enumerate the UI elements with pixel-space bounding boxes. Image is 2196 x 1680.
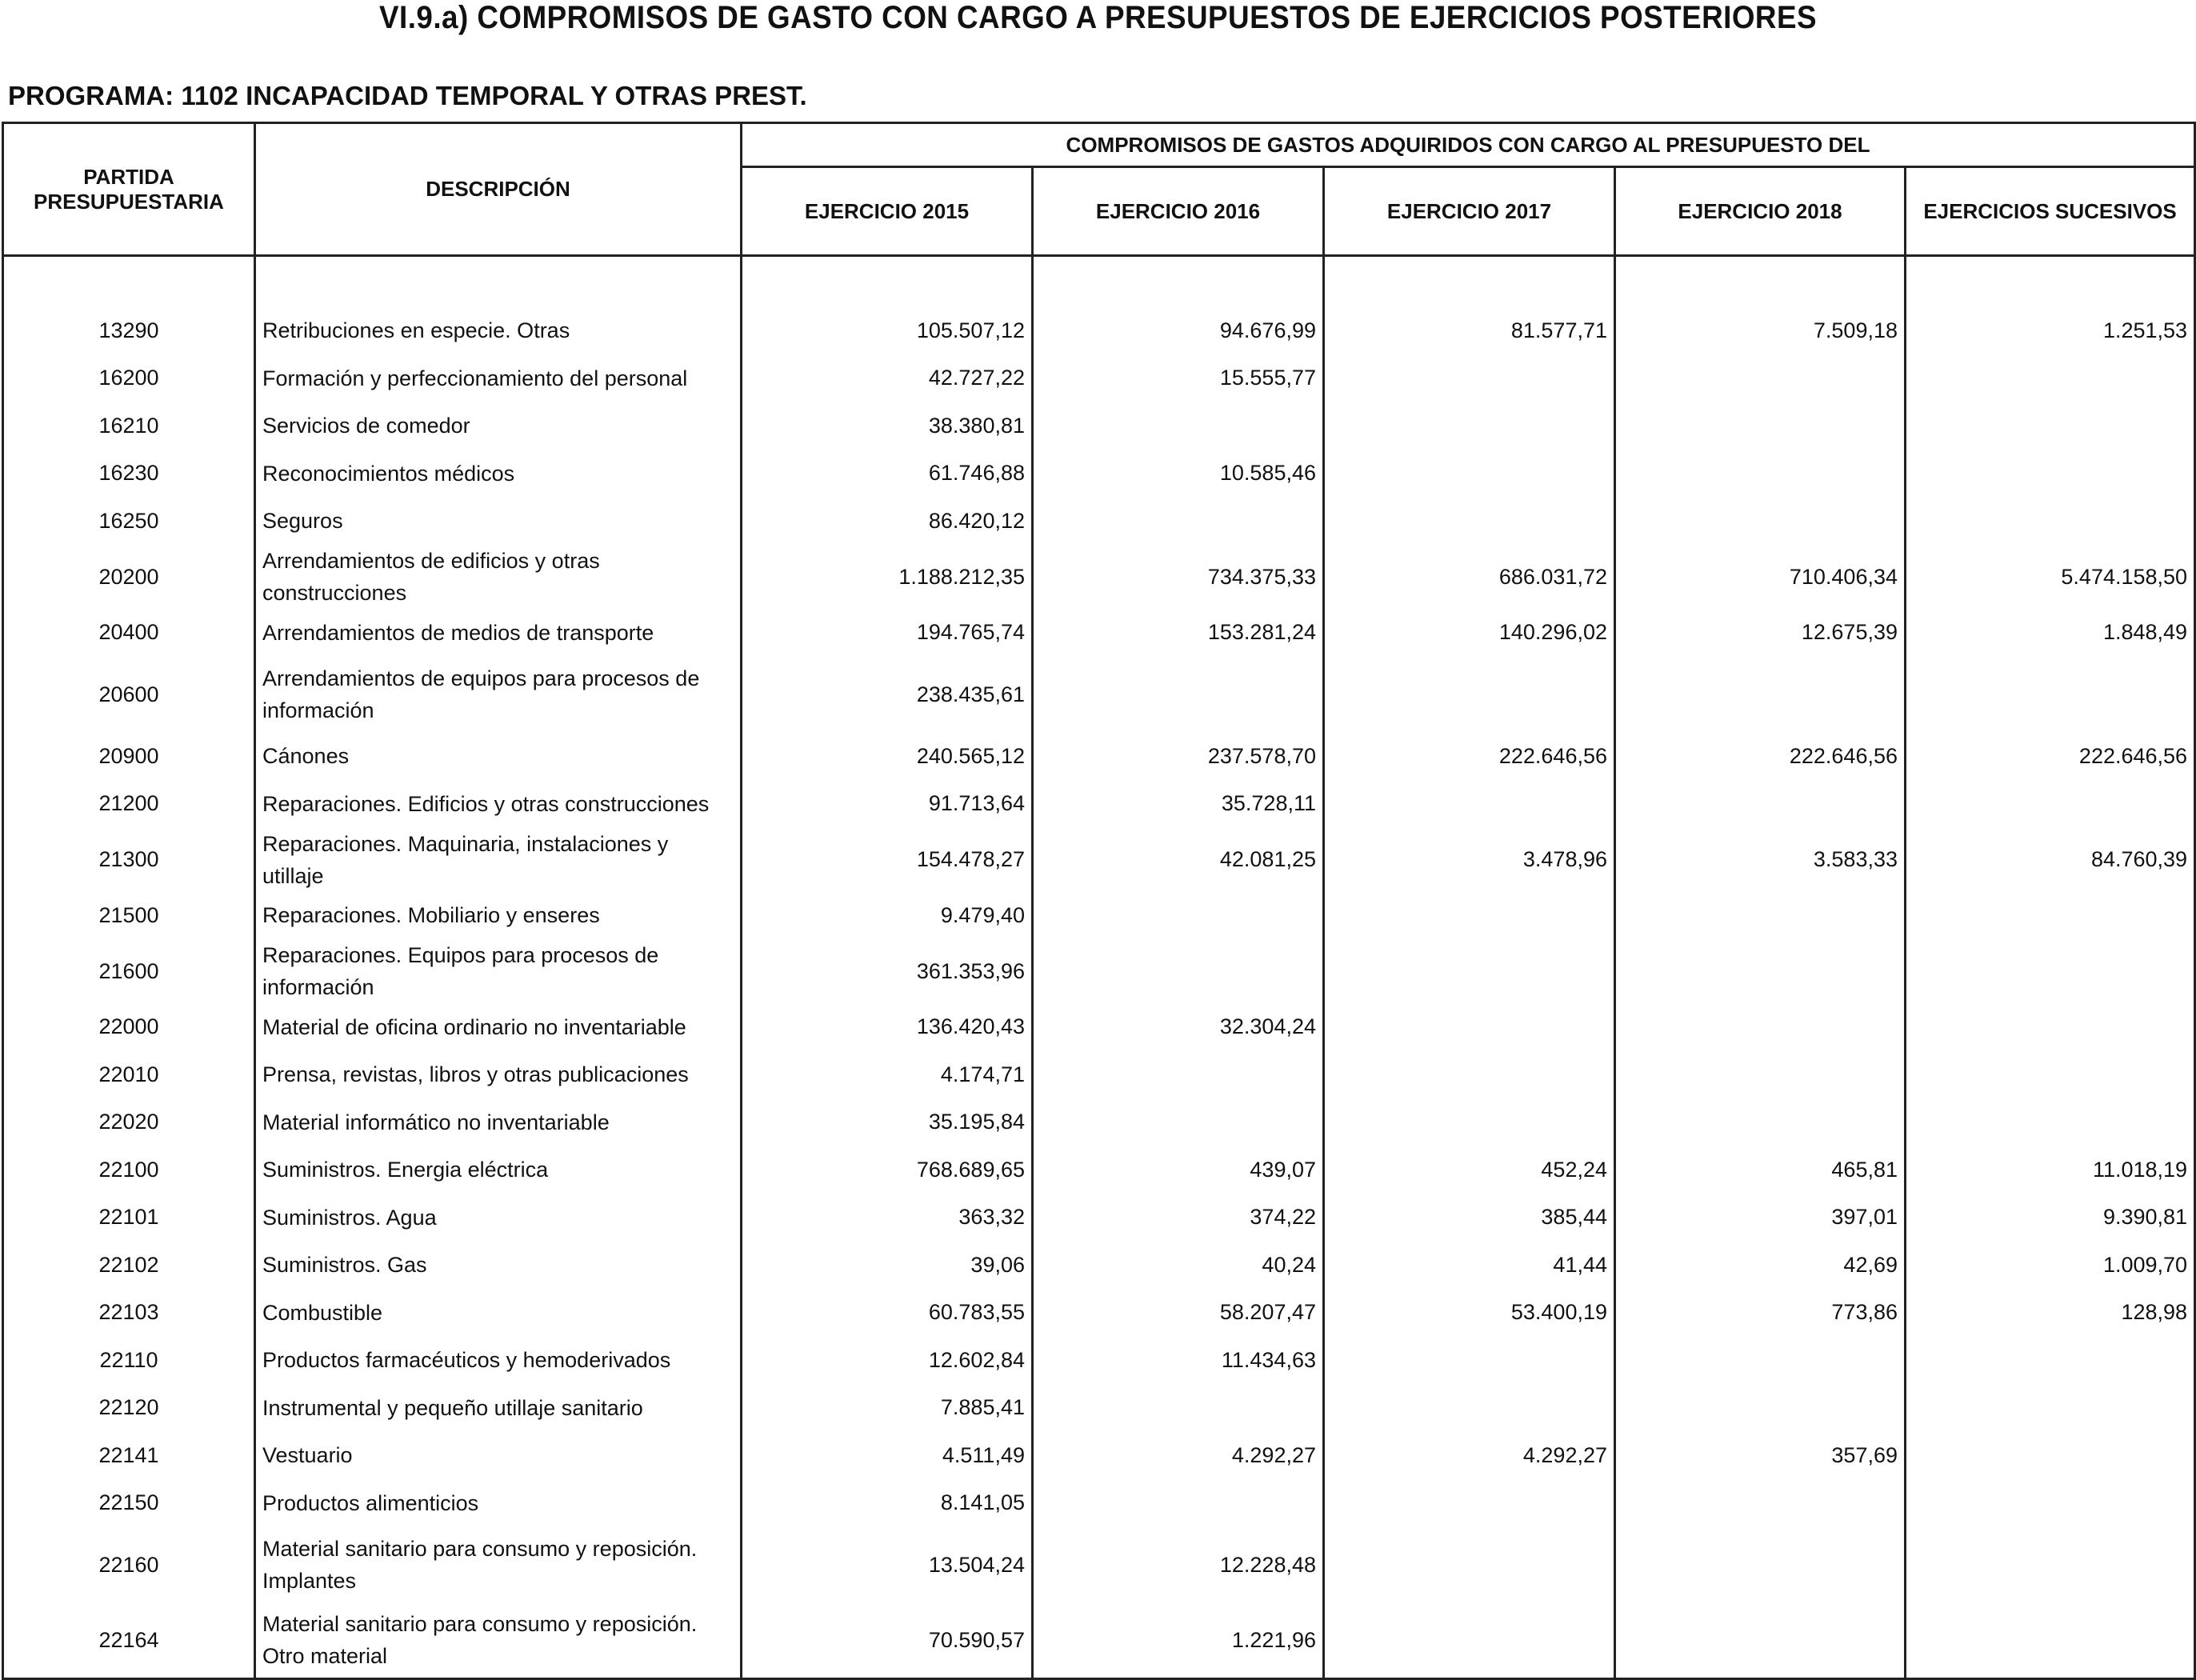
ejercicio-2016-cell: 58.207,47 xyxy=(1033,1289,1324,1337)
ejercicio-2015-cell: 39,06 xyxy=(742,1242,1033,1290)
table-row xyxy=(3,828,2195,892)
partida-code: 16210 xyxy=(3,402,255,450)
ejercicio-2015-cell: 1.188.212,35 xyxy=(742,545,1033,609)
descripcion-cell: Formación y perfeccionamiento del personal xyxy=(255,354,742,402)
ejercicio-2015-cell: 194.765,74 xyxy=(742,609,1033,657)
ejercicio-2015-cell: 154.478,27 xyxy=(742,828,1033,892)
ejercicio-2015-cell: 38.380,81 xyxy=(742,402,1033,450)
partida-code: 22160 xyxy=(3,1527,255,1603)
ejercicio-2017-cell xyxy=(1324,498,1615,546)
ejercicios-sucesivos-cell: 1.251,53 xyxy=(1906,307,2195,355)
ejercicios-sucesivos-cell xyxy=(1906,1003,2195,1051)
ejercicios-sucesivos-cell xyxy=(1906,402,2195,450)
ejercicio-2017-cell: 222.646,56 xyxy=(1324,733,1615,781)
ejercicio-2017-cell: 53.400,19 xyxy=(1324,1289,1615,1337)
ejercicio-2016-cell: 94.676,99 xyxy=(1033,307,1324,355)
partida-code: 22101 xyxy=(3,1194,255,1242)
ejercicios-sucesivos-cell xyxy=(1906,1603,2195,1679)
ejercicios-sucesivos-cell xyxy=(1906,780,2195,828)
ejercicio-2018-cell xyxy=(1615,498,1906,546)
ejercicio-2018-cell xyxy=(1615,1603,1906,1679)
ejercicio-2015-cell: 9.479,40 xyxy=(742,892,1033,940)
ejercicio-2017-cell xyxy=(1324,1479,1615,1527)
partida-code: 21600 xyxy=(3,939,255,1003)
ejercicio-2017-cell: 4.292,27 xyxy=(1324,1432,1615,1480)
ejercicio-2017-cell xyxy=(1324,657,1615,733)
ejercicio-2016-cell: 12.228,48 xyxy=(1033,1527,1324,1603)
header-ejercicio-2017: EJERCICIO 2017 xyxy=(1324,167,1615,256)
ejercicio-2017-cell xyxy=(1324,1051,1615,1099)
header-group: COMPROMISOS DE GASTOS ADQUIRIDOS CON CARGO AL PRESUPUESTO DEL xyxy=(742,123,2195,167)
ejercicios-sucesivos-cell xyxy=(1906,1337,2195,1385)
ejercicio-2018-cell xyxy=(1615,657,1906,733)
descripcion-cell: Suministros. Gas xyxy=(255,1242,742,1290)
partida-code: 13290 xyxy=(3,307,255,355)
ejercicio-2016-cell: 374,22 xyxy=(1033,1194,1324,1242)
table-row xyxy=(3,307,2195,355)
ejercicio-2015-cell: 70.590,57 xyxy=(742,1603,1033,1679)
ejercicio-2015-cell: 363,32 xyxy=(742,1194,1033,1242)
descripcion-cell: Servicios de comedor xyxy=(255,402,742,450)
ejercicio-2016-cell: 40,24 xyxy=(1033,1242,1324,1290)
descripcion-cell: Combustible xyxy=(255,1289,742,1337)
ejercicios-sucesivos-cell xyxy=(1906,498,2195,546)
table-row xyxy=(3,1479,2195,1527)
table-row xyxy=(3,545,2195,609)
ejercicio-2017-cell: 3.478,96 xyxy=(1324,828,1615,892)
ejercicio-2018-cell: 710.406,34 xyxy=(1615,545,1906,609)
ejercicios-sucesivos-cell: 5.474.158,50 xyxy=(1906,545,2195,609)
ejercicio-2015-cell: 136.420,43 xyxy=(742,1003,1033,1051)
ejercicio-2018-cell: 42,69 xyxy=(1615,1242,1906,1290)
ejercicio-2018-cell: 465,81 xyxy=(1615,1146,1906,1194)
partida-code: 22164 xyxy=(3,1603,255,1679)
ejercicio-2017-cell: 41,44 xyxy=(1324,1242,1615,1290)
ejercicio-2015-cell: 7.885,41 xyxy=(742,1384,1033,1432)
descripcion-cell: Arrendamientos de equipos para procesos de información xyxy=(255,657,742,733)
descripcion-cell: Material sanitario para consumo y reposición. Implantes xyxy=(255,1527,742,1603)
ejercicio-2018-cell: 3.583,33 xyxy=(1615,828,1906,892)
ejercicios-sucesivos-cell xyxy=(1906,1432,2195,1480)
ejercicio-2018-cell xyxy=(1615,939,1906,1003)
ejercicio-2016-cell: 32.304,24 xyxy=(1033,1003,1324,1051)
ejercicios-sucesivos-cell xyxy=(1906,450,2195,498)
ejercicios-sucesivos-cell xyxy=(1906,1098,2195,1146)
ejercicio-2016-cell: 1.221,96 xyxy=(1033,1603,1324,1679)
table-body xyxy=(3,256,2195,1679)
ejercicio-2018-cell xyxy=(1615,1527,1906,1603)
partida-code: 21300 xyxy=(3,828,255,892)
ejercicio-2018-cell xyxy=(1615,1384,1906,1432)
ejercicio-2016-cell xyxy=(1033,402,1324,450)
ejercicios-sucesivos-cell xyxy=(1906,939,2195,1003)
ejercicio-2016-cell: 237.578,70 xyxy=(1033,733,1324,781)
ejercicio-2016-cell: 153.281,24 xyxy=(1033,609,1324,657)
partida-code: 22141 xyxy=(3,1432,255,1480)
descripcion-cell: Arrendamientos de edificios y otras construcciones xyxy=(255,545,742,609)
ejercicio-2017-cell xyxy=(1324,1527,1615,1603)
partida-code: 22110 xyxy=(3,1337,255,1385)
ejercicio-2016-cell xyxy=(1033,1479,1324,1527)
descripcion-cell: Suministros. Energia eléctrica xyxy=(255,1146,742,1194)
ejercicio-2015-cell: 42.727,22 xyxy=(742,354,1033,402)
table-row xyxy=(3,1603,2195,1679)
table-row xyxy=(3,450,2195,498)
ejercicio-2017-cell xyxy=(1324,402,1615,450)
descripcion-cell: Retribuciones en especie. Otras xyxy=(255,307,742,355)
header-ejercicio-2015: EJERCICIO 2015 xyxy=(742,167,1033,256)
ejercicios-sucesivos-cell: 9.390,81 xyxy=(1906,1194,2195,1242)
ejercicio-2016-cell xyxy=(1033,1384,1324,1432)
ejercicio-2017-cell xyxy=(1324,780,1615,828)
partida-code: 22102 xyxy=(3,1242,255,1290)
ejercicio-2018-cell xyxy=(1615,1337,1906,1385)
ejercicios-sucesivos-cell: 1.848,49 xyxy=(1906,609,2195,657)
ejercicio-2015-cell: 238.435,61 xyxy=(742,657,1033,733)
ejercicio-2018-cell xyxy=(1615,450,1906,498)
descripcion-cell: Material de oficina ordinario no inventariable xyxy=(255,1003,742,1051)
partida-code: 21200 xyxy=(3,780,255,828)
ejercicios-sucesivos-cell xyxy=(1906,354,2195,402)
ejercicio-2015-cell: 240.565,12 xyxy=(742,733,1033,781)
table-row xyxy=(3,402,2195,450)
descripcion-cell: Instrumental y pequeño utillaje sanitario xyxy=(255,1384,742,1432)
partida-code: 22020 xyxy=(3,1098,255,1146)
header-ejercicios-sucesivos: EJERCICIOS SUCESIVOS xyxy=(1906,167,2195,256)
ejercicio-2018-cell: 12.675,39 xyxy=(1615,609,1906,657)
partida-code: 16200 xyxy=(3,354,255,402)
table-row xyxy=(3,609,2195,657)
ejercicio-2016-cell xyxy=(1033,657,1324,733)
table-row xyxy=(3,498,2195,546)
descripcion-cell: Reconocimientos médicos xyxy=(255,450,742,498)
ejercicio-2017-cell xyxy=(1324,892,1615,940)
descripcion-cell: Reparaciones. Maquinaria, instalaciones y utillaje xyxy=(255,828,742,892)
ejercicio-2017-cell xyxy=(1324,939,1615,1003)
ejercicio-2017-cell: 140.296,02 xyxy=(1324,609,1615,657)
ejercicios-sucesivos-cell: 222.646,56 xyxy=(1906,733,2195,781)
ejercicio-2016-cell xyxy=(1033,1098,1324,1146)
page-title: VI.9.a) COMPROMISOS DE GASTO CON CARGO A PRESUPUESTOS DE EJERCICIOS POSTERIORES xyxy=(379,0,1817,35)
ejercicio-2016-cell: 10.585,46 xyxy=(1033,450,1324,498)
ejercicios-sucesivos-cell xyxy=(1906,1384,2195,1432)
programa-heading: PROGRAMA: 1102 INCAPACIDAD TEMPORAL Y OTRAS PREST. xyxy=(8,81,807,110)
table-row xyxy=(3,1289,2195,1337)
ejercicio-2015-cell: 91.713,64 xyxy=(742,780,1033,828)
ejercicio-2017-cell: 385,44 xyxy=(1324,1194,1615,1242)
partida-code: 20200 xyxy=(3,545,255,609)
partida-code: 22000 xyxy=(3,1003,255,1051)
header-ejercicio-2016: EJERCICIO 2016 xyxy=(1033,167,1324,256)
ejercicio-2017-cell xyxy=(1324,354,1615,402)
ejercicio-2017-cell xyxy=(1324,1098,1615,1146)
ejercicio-2017-cell: 452,24 xyxy=(1324,1146,1615,1194)
descripcion-cell: Productos farmacéuticos y hemoderivados xyxy=(255,1337,742,1385)
ejercicio-2018-cell: 397,01 xyxy=(1615,1194,1906,1242)
descripcion-cell: Prensa, revistas, libros y otras publicaciones xyxy=(255,1051,742,1099)
table-row xyxy=(3,1432,2195,1480)
partida-code: 20900 xyxy=(3,733,255,781)
ejercicio-2016-cell: 734.375,33 xyxy=(1033,545,1324,609)
ejercicios-sucesivos-cell: 84.760,39 xyxy=(1906,828,2195,892)
commitments-table xyxy=(2,122,2196,1680)
partida-code: 20400 xyxy=(3,609,255,657)
ejercicio-2018-cell xyxy=(1615,1098,1906,1146)
partida-code: 22103 xyxy=(3,1289,255,1337)
partida-code: 16230 xyxy=(3,450,255,498)
ejercicios-sucesivos-cell xyxy=(1906,1527,2195,1603)
table-row xyxy=(3,780,2195,828)
partida-code: 22010 xyxy=(3,1051,255,1099)
ejercicios-sucesivos-cell: 128,98 xyxy=(1906,1289,2195,1337)
ejercicio-2015-cell: 35.195,84 xyxy=(742,1098,1033,1146)
ejercicio-2017-cell xyxy=(1324,1003,1615,1051)
ejercicio-2016-cell: 439,07 xyxy=(1033,1146,1324,1194)
descripcion-cell: Suministros. Agua xyxy=(255,1194,742,1242)
ejercicios-sucesivos-cell: 1.009,70 xyxy=(1906,1242,2195,1290)
table-row xyxy=(3,733,2195,781)
table-row xyxy=(3,657,2195,733)
table-row xyxy=(3,354,2195,402)
ejercicios-sucesivos-cell xyxy=(1906,1479,2195,1527)
ejercicio-2015-cell: 12.602,84 xyxy=(742,1337,1033,1385)
table-row xyxy=(3,1146,2195,1194)
table-row xyxy=(3,1242,2195,1290)
table-row xyxy=(3,1527,2195,1603)
table-row xyxy=(3,892,2195,940)
partida-code: 22150 xyxy=(3,1479,255,1527)
ejercicio-2015-cell: 105.507,12 xyxy=(742,307,1033,355)
ejercicio-2015-cell: 768.689,65 xyxy=(742,1146,1033,1194)
ejercicio-2017-cell xyxy=(1324,450,1615,498)
ejercicio-2018-cell: 222.646,56 xyxy=(1615,733,1906,781)
descripcion-cell: Arrendamientos de medios de transporte xyxy=(255,609,742,657)
ejercicio-2017-cell xyxy=(1324,1337,1615,1385)
ejercicio-2018-cell xyxy=(1615,892,1906,940)
ejercicio-2017-cell xyxy=(1324,1603,1615,1679)
header-descripcion: DESCRIPCIÓN xyxy=(255,123,742,256)
ejercicio-2015-cell: 4.174,71 xyxy=(742,1051,1033,1099)
ejercicios-sucesivos-cell: 11.018,19 xyxy=(1906,1146,2195,1194)
ejercicio-2016-cell: 35.728,11 xyxy=(1033,780,1324,828)
ejercicio-2016-cell xyxy=(1033,939,1324,1003)
ejercicio-2017-cell: 81.577,71 xyxy=(1324,307,1615,355)
ejercicio-2017-cell xyxy=(1324,1384,1615,1432)
table-row xyxy=(3,1337,2195,1385)
ejercicio-2015-cell: 86.420,12 xyxy=(742,498,1033,546)
descripcion-cell: Cánones xyxy=(255,733,742,781)
table-row xyxy=(3,1384,2195,1432)
ejercicio-2015-cell: 4.511,49 xyxy=(742,1432,1033,1480)
ejercicio-2016-cell xyxy=(1033,498,1324,546)
ejercicio-2018-cell xyxy=(1615,1051,1906,1099)
descripcion-cell: Reparaciones. Equipos para procesos de información xyxy=(255,939,742,1003)
descripcion-cell: Seguros xyxy=(255,498,742,546)
ejercicio-2016-cell: 11.434,63 xyxy=(1033,1337,1324,1385)
table-row xyxy=(3,939,2195,1003)
table-row xyxy=(3,1194,2195,1242)
ejercicios-sucesivos-cell xyxy=(1906,657,2195,733)
partida-code: 16250 xyxy=(3,498,255,546)
ejercicio-2018-cell: 773,86 xyxy=(1615,1289,1906,1337)
descripcion-cell: Reparaciones. Edificios y otras construcciones xyxy=(255,780,742,828)
spacer-row xyxy=(3,256,2195,307)
ejercicio-2016-cell: 42.081,25 xyxy=(1033,828,1324,892)
descripcion-cell: Vestuario xyxy=(255,1432,742,1480)
ejercicio-2015-cell: 361.353,96 xyxy=(742,939,1033,1003)
ejercicio-2017-cell: 686.031,72 xyxy=(1324,545,1615,609)
ejercicio-2015-cell: 61.746,88 xyxy=(742,450,1033,498)
ejercicio-2016-cell xyxy=(1033,1051,1324,1099)
ejercicio-2015-cell: 13.504,24 xyxy=(742,1527,1033,1603)
ejercicio-2015-cell: 8.141,05 xyxy=(742,1479,1033,1527)
ejercicio-2016-cell: 15.555,77 xyxy=(1033,354,1324,402)
descripcion-cell: Productos alimenticios xyxy=(255,1479,742,1527)
ejercicio-2018-cell xyxy=(1615,780,1906,828)
table-row xyxy=(3,1051,2195,1099)
ejercicio-2016-cell: 4.292,27 xyxy=(1033,1432,1324,1480)
partida-code: 20600 xyxy=(3,657,255,733)
header-partida: PARTIDA PRESUPUESTARIA xyxy=(3,123,255,256)
table-row xyxy=(3,1003,2195,1051)
partida-code: 22100 xyxy=(3,1146,255,1194)
ejercicio-2016-cell xyxy=(1033,892,1324,940)
ejercicio-2018-cell: 357,69 xyxy=(1615,1432,1906,1480)
descripcion-cell: Reparaciones. Mobiliario y enseres xyxy=(255,892,742,940)
header-ejercicio-2018: EJERCICIO 2018 xyxy=(1615,167,1906,256)
ejercicio-2018-cell xyxy=(1615,402,1906,450)
ejercicio-2018-cell: 7.509,18 xyxy=(1615,307,1906,355)
descripcion-cell: Material sanitario para consumo y reposición. Otro material xyxy=(255,1603,742,1679)
descripcion-cell: Material informático no inventariable xyxy=(255,1098,742,1146)
table-row xyxy=(3,1098,2195,1146)
ejercicios-sucesivos-cell xyxy=(1906,1051,2195,1099)
ejercicio-2018-cell xyxy=(1615,354,1906,402)
partida-code: 22120 xyxy=(3,1384,255,1432)
ejercicio-2018-cell xyxy=(1615,1003,1906,1051)
ejercicio-2015-cell: 60.783,55 xyxy=(742,1289,1033,1337)
ejercicios-sucesivos-cell xyxy=(1906,892,2195,940)
partida-code: 21500 xyxy=(3,892,255,940)
ejercicio-2018-cell xyxy=(1615,1479,1906,1527)
